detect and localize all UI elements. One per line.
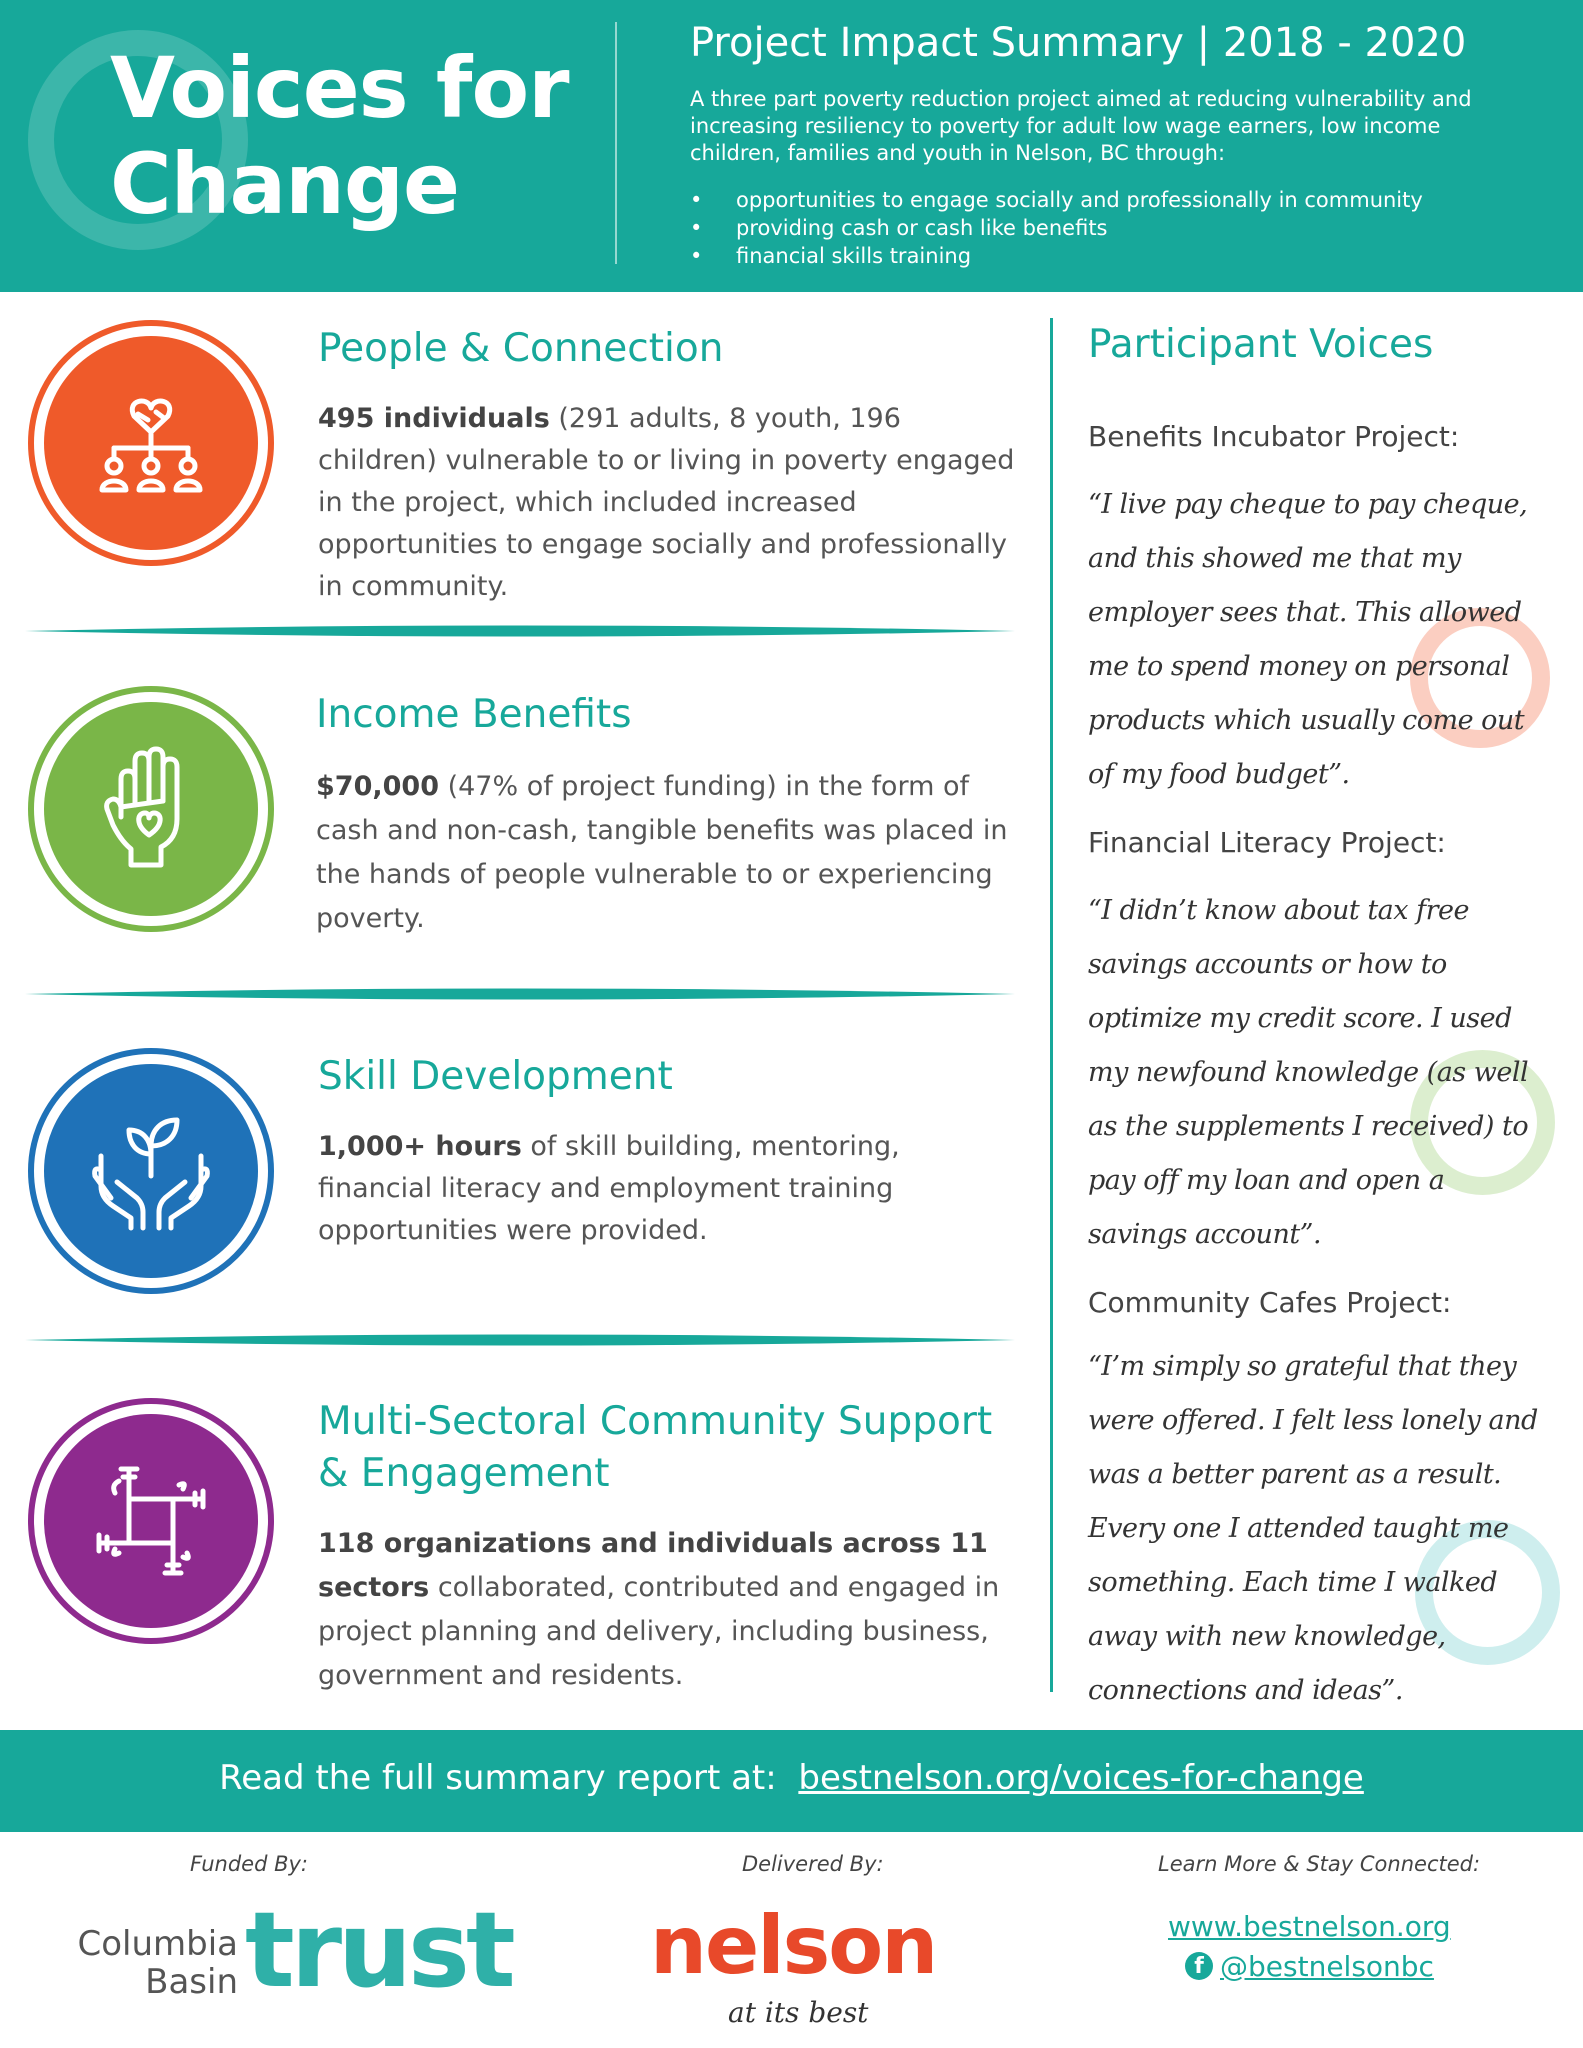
banner-text: [0, 1758, 1583, 1798]
skill-development-badge: [28, 1048, 274, 1294]
funder-logo-text: [66, 1925, 238, 2001]
connect-label: Learn More & Stay Connected:: [1158, 1852, 1481, 1876]
section-title: Multi-Sectoral Community Support & Engagement: [318, 1399, 993, 1496]
section-text: collaborated, contributed and engaged in project planning and delivery, including business, government and residents.: [318, 1572, 1000, 1691]
header-divider: [615, 22, 617, 264]
section-title: Skill Development: [318, 1054, 673, 1099]
social-link[interactable]: @bestnelsonbc: [1220, 1950, 1434, 1983]
multi-sectoral-badge: [28, 1398, 274, 1644]
summary-title: Project Impact Summary | 2018 - 2020: [690, 20, 1467, 66]
section-highlight: $70,000: [316, 771, 439, 802]
deliverer-tagline: at its best: [728, 1996, 869, 2029]
section-title: Income Benefits: [316, 692, 632, 737]
section-text: of skill building, mentoring, financial literacy and employment training opportunities were provided.: [318, 1131, 900, 1246]
website-link[interactable]: www.bestnelson.org: [1168, 1910, 1451, 1943]
facebook-icon[interactable]: f: [1185, 1952, 1213, 1980]
section-highlight: 495 individuals: [318, 403, 550, 434]
hands-plant-icon: [44, 1064, 258, 1278]
report-link[interactable]: bestnelson.org/voices-for-change: [798, 1758, 1364, 1798]
section-body: [316, 765, 1016, 941]
section-highlight: 118 organizations and individuals across 11 sectors: [318, 1528, 988, 1603]
section-separator: [25, 624, 1015, 638]
section-body: [318, 398, 1018, 608]
section-text: (291 adults, 8 youth, 196 children) vulnerable to or living in poverty engaged in the project, which included increased opportunities to engage socially and professionally in community.: [318, 403, 1015, 602]
hand-heart-icon: [44, 702, 258, 916]
summary-bullet-list: [690, 186, 1530, 270]
income-benefits-badge: [28, 686, 274, 932]
summary-bullet: • providing cash or cash like benefits: [690, 214, 1530, 242]
voice-project-title: Benefits Incubator Project:: [1088, 420, 1460, 453]
page-title: Voices for Change: [110, 39, 569, 233]
section-separator: [25, 987, 1015, 1001]
voice-quote: “I’m simply so grateful that they were offered. I felt less lonely and was a better parent as a result. Every one I attended taught me something. Each time I walked away with new knowledge, connections and ideas”.: [1088, 1351, 1538, 1706]
voice-project-title: Financial Literacy Project:: [1088, 826, 1446, 859]
voices-title: Participant Voices: [1088, 322, 1434, 367]
section-text: (47% of project funding) in the form of cash and non-cash, tangible benefits was placed in the hands of people vulnerable to or experiencing poverty.: [316, 771, 1008, 934]
summary-description: A three part poverty reduction project aimed at reducing vulnerability and increasing resiliency to poverty for adult low wage earners, low income children, families and youth in Nelson, BC through:: [690, 87, 1472, 165]
voice-project-title: Community Cafes Project:: [1088, 1286, 1452, 1319]
voice-quote: “I didn’t know about tax free savings accounts or how to optimize my credit score. I used my newfound knowledge (as well as the supplements I received) to pay off my loan and open a savings account”.: [1088, 895, 1529, 1250]
section-separator: [25, 1333, 1015, 1347]
section-body: [318, 1126, 1008, 1252]
funder-line: Columbia: [77, 1924, 238, 1964]
section-title: People & Connection: [318, 326, 724, 371]
funder-logo-mark: trust: [245, 1889, 512, 2011]
funder-line: Basin: [145, 1962, 238, 2002]
summary-bullet: • financial skills training: [690, 242, 1530, 270]
deliverer-logo: nelson: [650, 1899, 937, 1992]
delivered-by-label: Delivered By:: [742, 1852, 884, 1876]
people-connection-badge: [28, 320, 274, 566]
voice-quote: “I live pay cheque to pay cheque, and this showed me that my employer sees that. This allowed me to spend money on personal products which usually come out of my food budget”.: [1088, 489, 1528, 790]
column-divider: [1050, 318, 1053, 1692]
section-highlight: 1,000+ hours: [318, 1131, 522, 1162]
handshake-people-icon: [44, 336, 258, 550]
banner-label: Read the full summary report at:: [219, 1758, 777, 1798]
section-body: [318, 1522, 1018, 1698]
funded-by-label: Funded By:: [190, 1852, 309, 1876]
linked-hands-icon: [44, 1414, 258, 1628]
summary-bullet: • opportunities to engage socially and professionally in community: [690, 186, 1530, 214]
